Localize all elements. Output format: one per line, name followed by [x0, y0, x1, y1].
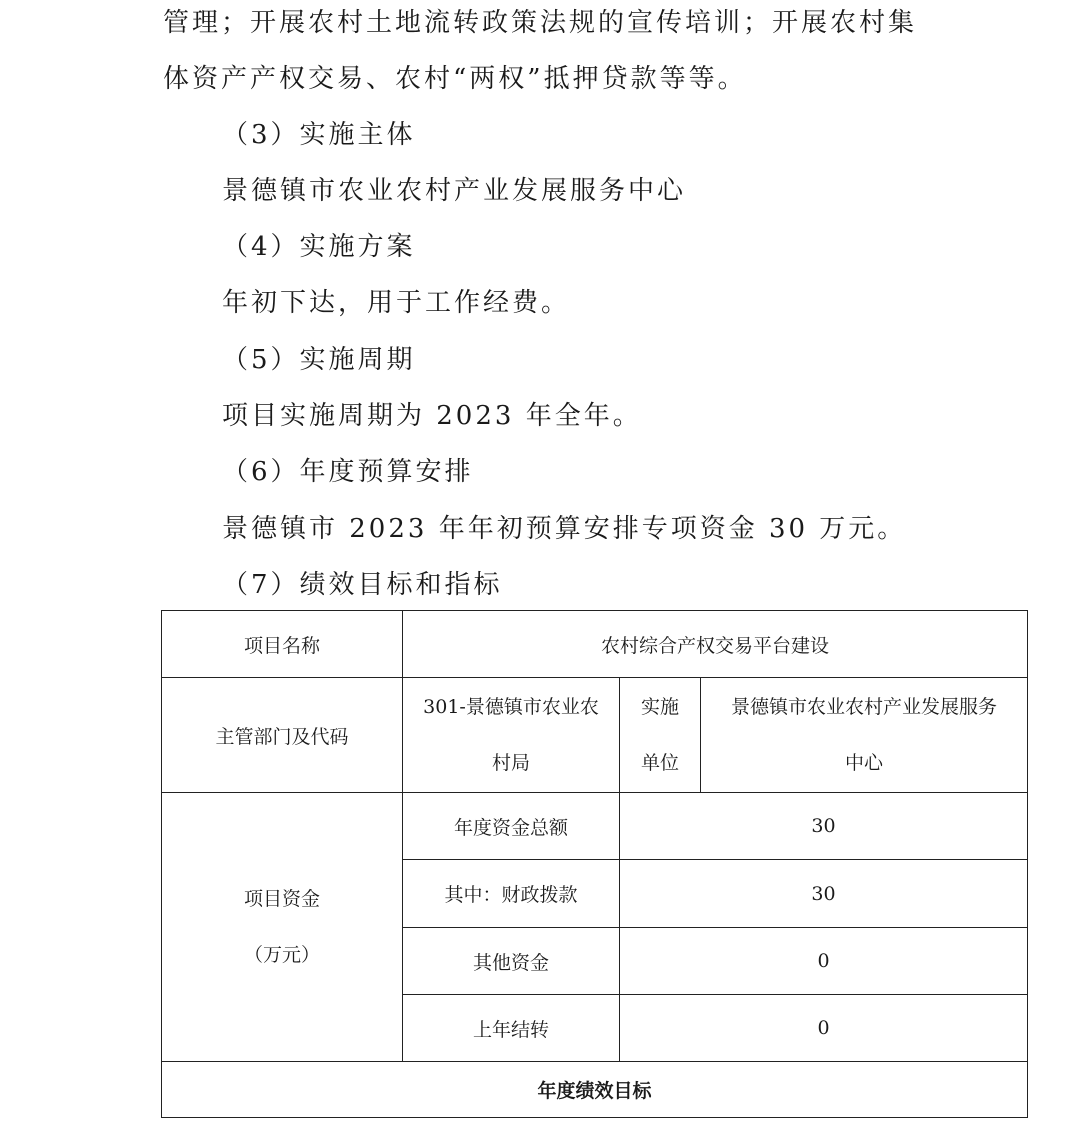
funds-row-value: 0	[620, 995, 1028, 1062]
section-heading: （7）绩效目标和指标	[222, 570, 503, 600]
funds-row-value: 30	[620, 793, 1028, 860]
project-name-label: 项目名称	[162, 611, 403, 678]
section-heading: （6）年度预算安排	[222, 457, 474, 487]
funds-row-label: 其他资金	[403, 928, 620, 995]
funds-row-label: 上年结转	[403, 995, 620, 1062]
dept-label: 主管部门及代码	[162, 678, 403, 793]
section-heading: （5）实施周期	[222, 345, 416, 375]
paragraph-text: 景德镇市农业农村产业发展服务中心	[222, 176, 687, 206]
impl-unit-label: 实施 单位	[620, 678, 701, 793]
annual-goal-header: 年度绩效目标	[162, 1062, 1028, 1118]
section-heading: （3）实施主体	[222, 120, 416, 150]
section-heading: （4）实施方案	[222, 232, 416, 262]
performance-target-table	[161, 610, 1028, 1118]
paragraph-text: 管理；开展农村土地流转政策法规的宣传培训；开展农村集	[163, 8, 918, 38]
paragraph-text: 年初下达，用于工作经费。	[222, 288, 571, 318]
project-name-value: 农村综合产权交易平台建设	[403, 611, 1028, 678]
paragraph-text: 体资产产权交易、农村“两权”抵押贷款等等。	[163, 64, 747, 94]
funds-row-value: 30	[620, 860, 1028, 928]
paragraph-text: 景德镇市 2023 年年初预算安排专项资金 30 万元。	[222, 514, 907, 544]
funds-label: 项目资金 （万元）	[162, 793, 403, 1062]
funds-row-label: 其中：财政拨款	[403, 860, 620, 928]
funds-row-label: 年度资金总额	[403, 793, 620, 860]
paragraph-text: 项目实施周期为 2023 年全年。	[222, 401, 642, 431]
funds-row-value: 0	[620, 928, 1028, 995]
impl-unit-value: 景德镇市农业农村产业发展服务 中心	[701, 678, 1028, 793]
dept-value: 301-景德镇市农业农 村局	[403, 678, 620, 793]
